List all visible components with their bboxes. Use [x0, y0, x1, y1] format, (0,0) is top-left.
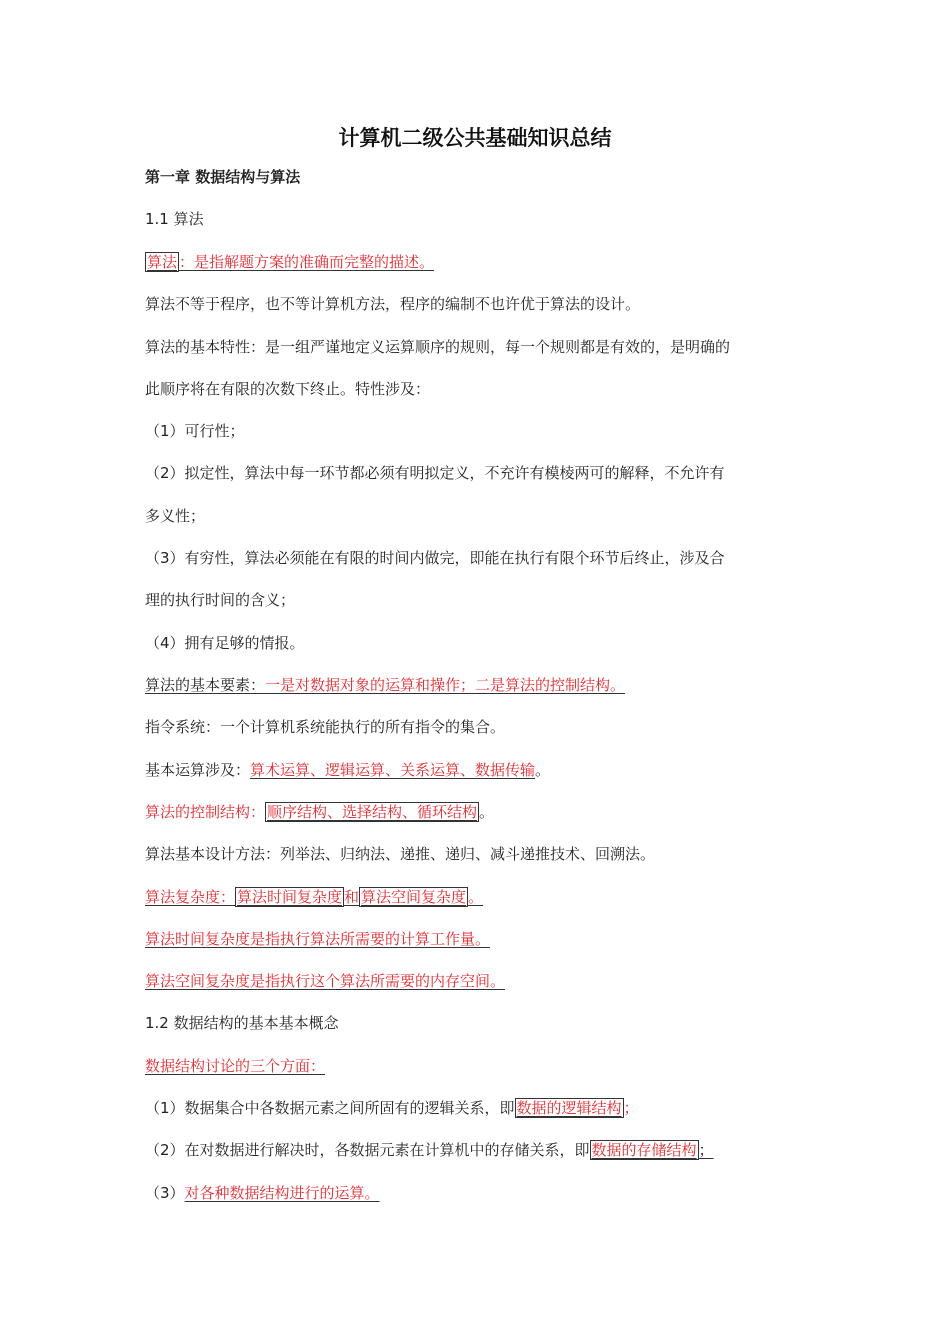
property-4: （4）拥有足够的情报。: [145, 634, 305, 652]
aspect-3-prefix: （3）: [145, 1184, 185, 1202]
complexity-and: 和: [344, 888, 360, 906]
aspect-1-end: ；: [623, 1099, 639, 1117]
section-1-2-heading: 1.2 数据结构的基本基本概念: [145, 1014, 339, 1032]
property-2-line-2: 多义性；: [145, 507, 206, 525]
properties-line-1: 算法的基本特性：是一组严谨地定义运算顺序的规则，每一个规则都是有效的，是明确的: [145, 338, 731, 356]
not-equal-paragraph: 算法不等于程序，也不等计算机方法，程序的编制不也许优于算法的设计。: [145, 295, 641, 313]
logical-structure-term: 数据的逻辑结构: [516, 1099, 622, 1117]
algorithm-term-box: 算法: [147, 253, 178, 271]
section-1-1-heading: 1.1 算法: [145, 210, 204, 228]
aspect-3-value: 对各种数据结构进行的运算。: [184, 1184, 380, 1202]
properties-line-2: 此顺序将在有限的次数下终止。特性涉及：: [145, 380, 431, 398]
data-structure-three-aspects: 数据结构讨论的三个方面：: [145, 1057, 326, 1075]
aspect-2-end: ；: [698, 1141, 714, 1159]
property-1: （1）可行性；: [145, 422, 245, 440]
basic-elements-end: 。: [610, 676, 626, 694]
aspect-1: [145, 1097, 639, 1119]
complexity: [145, 886, 483, 908]
basic-operations-label: 基本运算涉及：: [145, 761, 251, 779]
complexity-label: 算法复杂度：: [145, 888, 236, 906]
property-3-line-1: （3）有穷性，算法必须能在有限的时间内做完，即能在执行有限个环节后终止，涉及合: [145, 549, 725, 567]
time-complexity-definition: 算法时间复杂度是指执行算法所需要的计算工作量。: [145, 930, 491, 948]
aspect-2: [145, 1139, 714, 1161]
control-structure-label: 算法的控制结构：: [145, 803, 266, 821]
instruction-system: 指令系统：一个计算机系统能执行的所有指令的集合。: [145, 718, 506, 736]
basic-elements-a: 一是对数据对象的运算和操作；: [265, 676, 476, 694]
control-structure: [145, 801, 494, 823]
algorithm-definition-text: ：是指解题方案的准确而完整的描述。: [179, 253, 435, 271]
property-3-line-2: 理的执行时间的含义；: [145, 591, 296, 609]
aspect-3: [145, 1182, 380, 1204]
time-complexity-term: 算法时间复杂度: [237, 888, 343, 906]
chapter-1-heading: 第一章 数据结构与算法: [145, 168, 301, 186]
control-structure-value: 顺序结构、选择结构、循环结构: [267, 803, 478, 821]
page-title: 计算机二级公共基础知识总结: [338, 126, 612, 150]
basic-operations: [145, 759, 550, 781]
basic-elements-b: 二是算法的控制结构: [475, 676, 611, 694]
basic-operations-value: 算术运算、逻辑运算、关系运算、数据传输: [250, 761, 536, 779]
basic-operations-end: 。: [535, 761, 551, 779]
algorithm-definition: [145, 251, 434, 273]
property-2-line-1: （2）拟定性，算法中每一环节都必须有明拟定义，不充许有模棱两可的解释，不允许有: [145, 464, 725, 482]
control-structure-end: 。: [479, 803, 495, 821]
storage-structure-term: 数据的存储结构: [591, 1141, 697, 1159]
design-methods: 算法基本设计方法：列举法、归纳法、递推、递归、减斗递推技术、回溯法。: [145, 845, 656, 863]
complexity-end: 。: [468, 888, 484, 906]
space-complexity-term: 算法空间复杂度: [361, 888, 467, 906]
space-complexity-definition: 算法空间复杂度是指执行这个算法所需要的内存空间。: [145, 972, 506, 990]
basic-elements-label: 算法的基本要素：: [145, 676, 266, 694]
basic-elements: [145, 674, 625, 696]
aspect-2-text: （2）在对数据进行解决时，各数据元素在计算机中的存储关系，即: [145, 1141, 590, 1159]
aspect-1-text: （1）数据集合中各数据元素之间所固有的逻辑关系，即: [145, 1099, 515, 1117]
